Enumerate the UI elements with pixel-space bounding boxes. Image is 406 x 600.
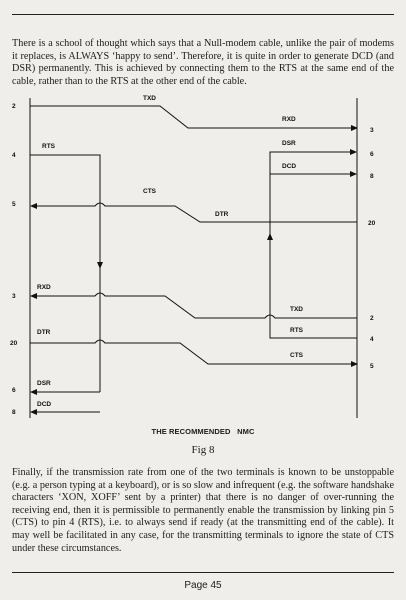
- pin-label: 4: [370, 336, 374, 343]
- pin-label: 4: [12, 152, 16, 159]
- bottom-rule: [12, 572, 394, 573]
- signal-label: CTS: [143, 188, 156, 195]
- pin-label: 2: [370, 315, 374, 322]
- pin-label: 8: [370, 173, 374, 180]
- page-number: Page 45: [184, 580, 222, 591]
- closing-paragraph: Finally, if the transmission rate from one of the two terminals is known to be unstoppable (e.g. a person typing at a keyboard), or is so slow and infrequent (e.g. the software handshake characters ‘XON, XOFF’ sent by a printer) that there is no danger of over-running the receiving end, then it is permissible to permanently enable the transmission by linking pin 5 (CTS) to pin 4 (RTS), i.e. to always send if ready (at the transmitting end of the cable). It may well be facilitated in any case, for the transmitting terminals to ignore the state of CTS under these circumstances.: [12, 467, 394, 554]
- pin-label: 3: [12, 293, 16, 300]
- signal-labels: [37, 95, 304, 408]
- signal-label: CTS: [290, 352, 303, 359]
- signal-label: RTS: [290, 327, 303, 334]
- signal-label: DTR: [37, 329, 51, 336]
- wire-dtr-to-cts-right: [30, 340, 357, 364]
- pin-label: 6: [12, 387, 16, 394]
- wire-rts-left: [30, 155, 100, 392]
- wire-rts-right: [270, 152, 357, 338]
- pin-label: 6: [370, 151, 374, 158]
- wire-txd-to-rxd: [30, 106, 357, 128]
- signal-label: RXD: [282, 116, 296, 123]
- wire-txd-to-rxd-left: [31, 293, 357, 318]
- signal-label: DCD: [282, 163, 297, 170]
- signal-label: TXD: [290, 306, 303, 313]
- pin-label: 2: [12, 103, 16, 110]
- signal-label: TXD: [143, 95, 156, 102]
- pin-label: 20: [368, 220, 376, 227]
- signal-label: DCD: [37, 401, 52, 408]
- intro-paragraph: There is a school of thought which says that a Null-modem cable, unlike the pair of modems it replaces, is ALWAYS ‘happy to send’. Therefore, it is quite in order to generate DCD (and DSR) permanently. This is achieved by connecting them to the RTS at the same end of the cable, rather than to the RTS at the other end of the cable.: [12, 38, 394, 87]
- pin-label: 5: [12, 201, 16, 208]
- diagram-caption: THE RECOMMENDED NMC: [151, 427, 255, 436]
- pin-label: 3: [370, 127, 374, 134]
- signal-label: RXD: [37, 284, 51, 291]
- wire-dtr-to-cts: [31, 203, 357, 222]
- pin-label: 5: [370, 363, 374, 370]
- signal-label: DSR: [37, 380, 51, 387]
- signal-label: DSR: [282, 140, 296, 147]
- signal-label: RTS: [42, 143, 55, 150]
- signal-label: DTR: [215, 211, 229, 218]
- right-pin-numbers: [368, 127, 376, 370]
- pin-label: 8: [12, 409, 16, 416]
- pin-label: 20: [10, 340, 18, 347]
- left-pin-numbers: [10, 103, 18, 416]
- figure-label: Fig 8: [191, 444, 215, 456]
